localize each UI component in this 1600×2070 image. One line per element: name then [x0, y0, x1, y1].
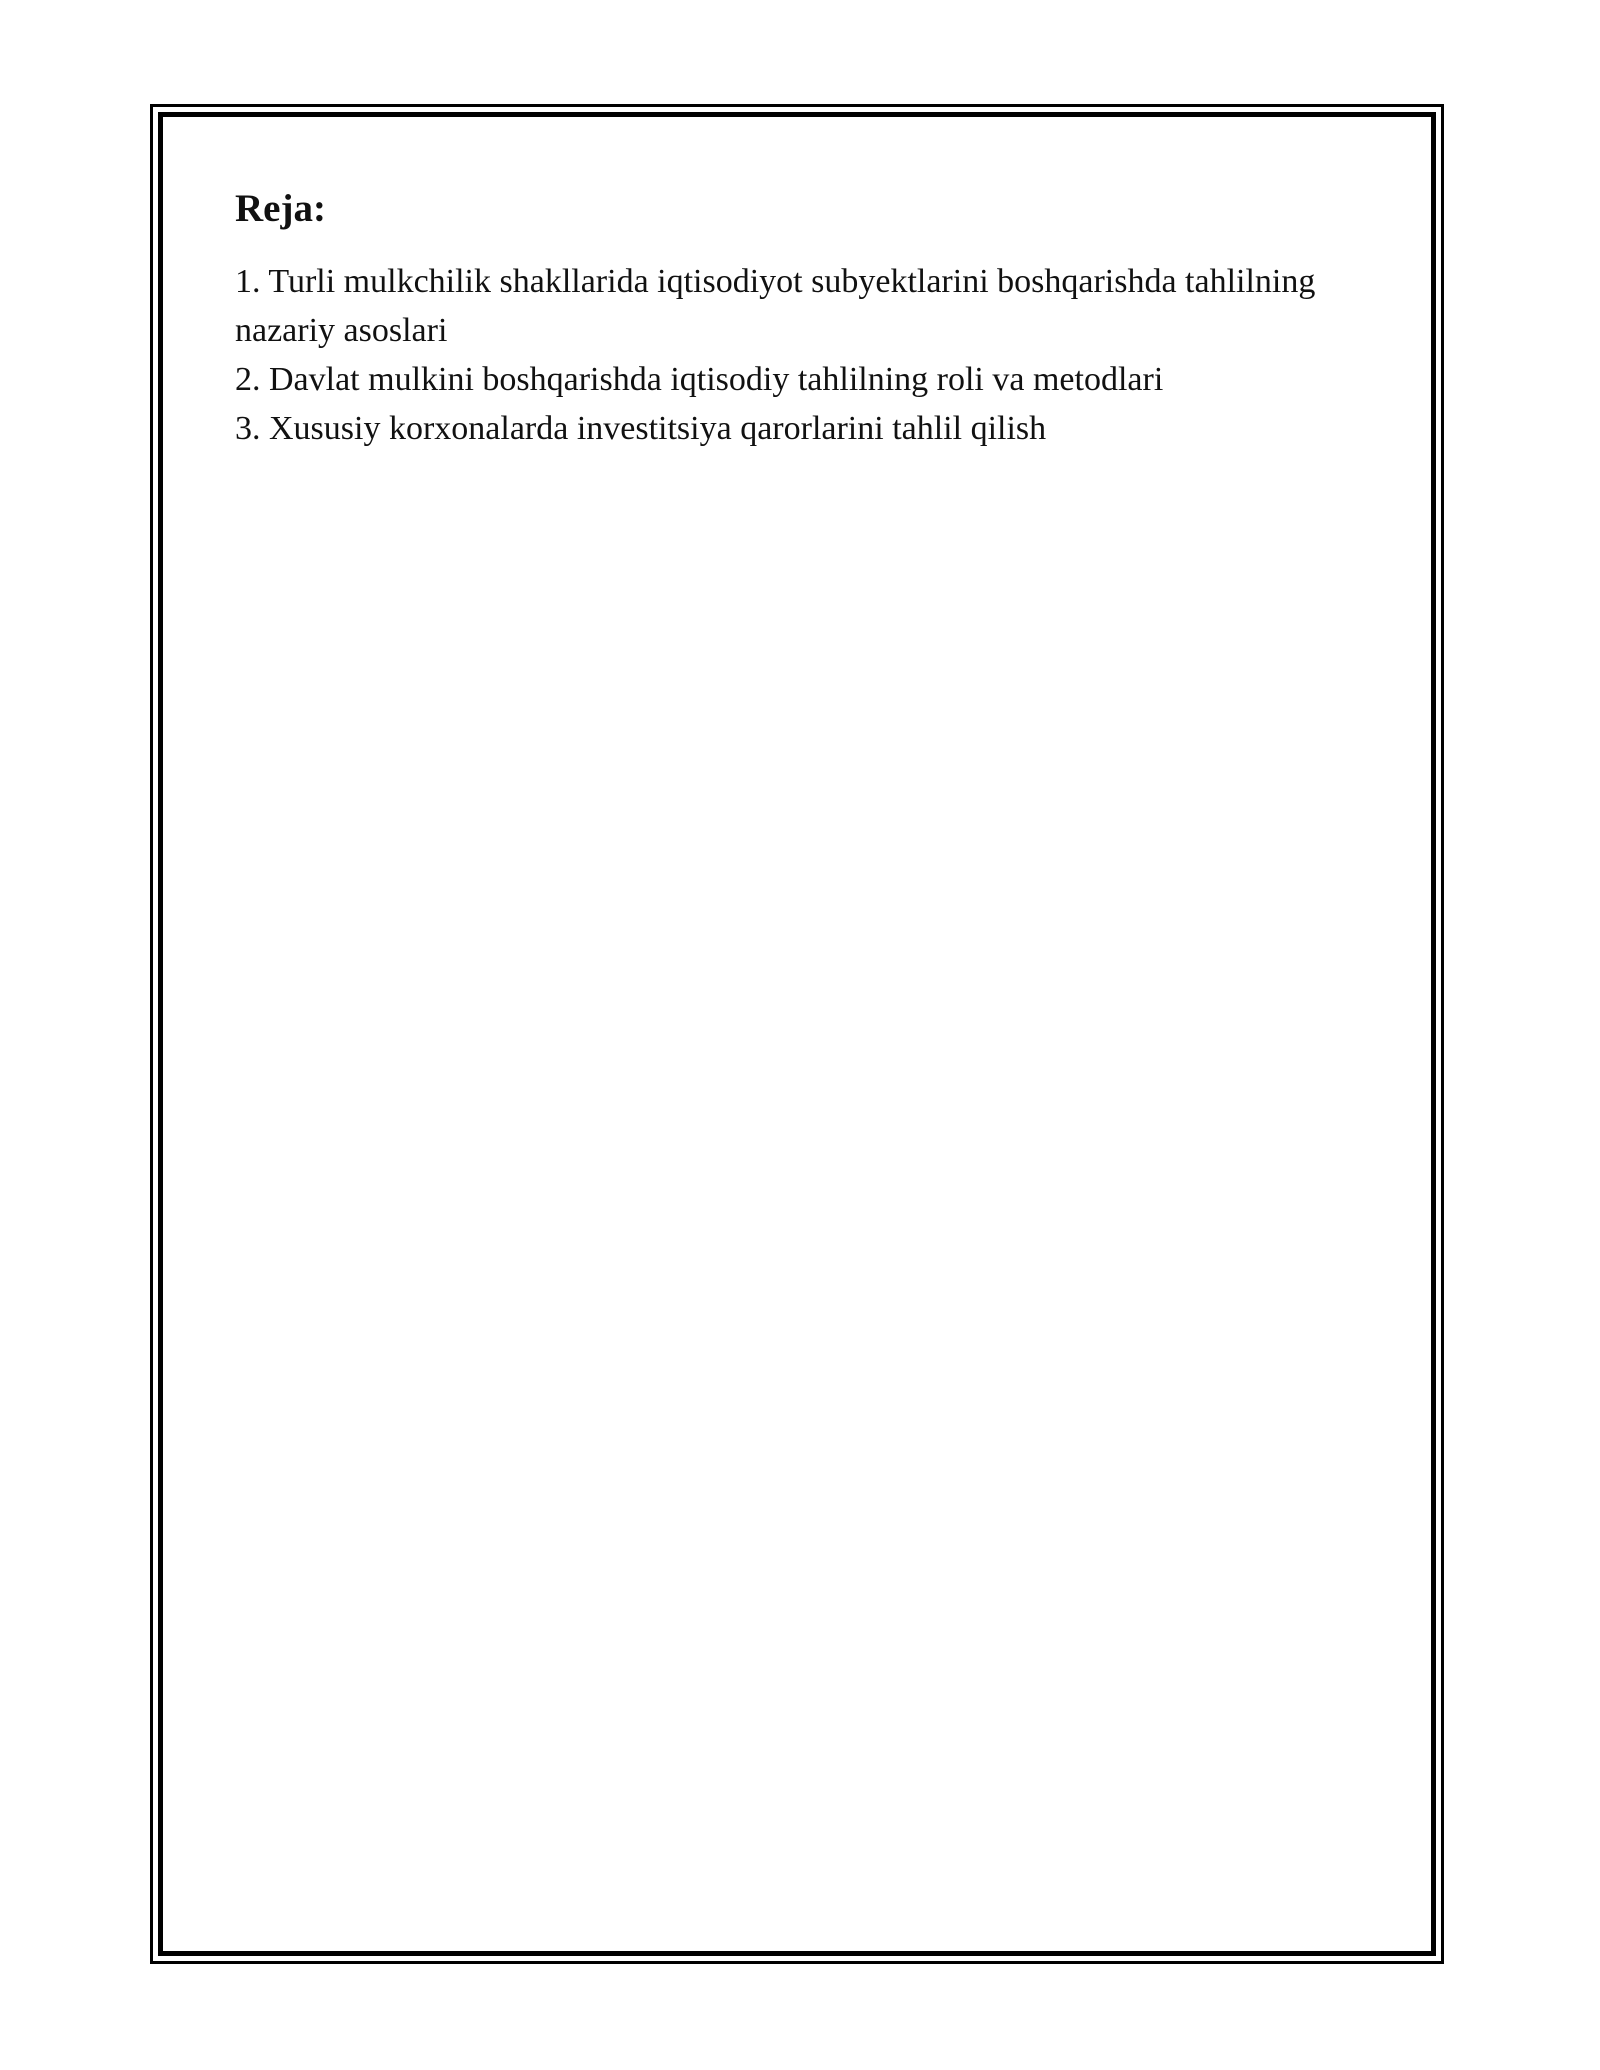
- page-content: [235, 185, 1345, 453]
- plan-item-3: 3. Xususiy korxonalarda investitsiya qarorlarini tahlil qilish: [235, 410, 1047, 447]
- plan-item-1: 1. Turli mulkchilik shakllarida iqtisodiyot subyektlarini boshqarishda tahlilning nazariy asoslari: [235, 263, 1316, 349]
- plan-list: [235, 257, 1345, 453]
- plan-heading: Reja:: [235, 187, 326, 230]
- plan-item-2: 2. Davlat mulkini boshqarishda iqtisodiy tahlilning roli va metodlari: [235, 361, 1164, 398]
